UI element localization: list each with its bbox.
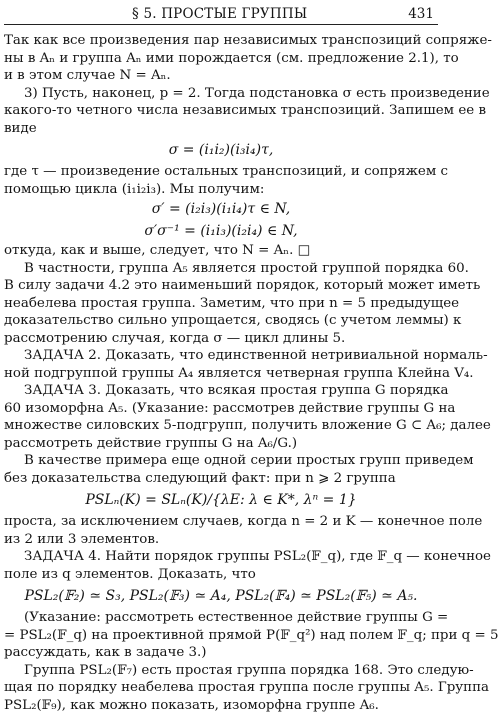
text-line: неабелева простая группа. Заметим, что при n = 5 предыдущее [4, 295, 438, 313]
display-formula: PSL₂(𝔽₂) ≃ S₃, PSL₂(𝔽₃) ≃ A₄, PSL₂(𝔽₄) ≃ PSL₂(𝔽₅) ≃ A₅. [4, 583, 438, 609]
text-line: ны в Aₙ и группа Aₙ ими порождается (см. предложение 2.1), то [4, 50, 438, 68]
text-line: где τ — произведение остальных транспозиций, и сопряжем с [4, 163, 438, 181]
text-line: из 2 или 3 элементов. [4, 531, 438, 549]
display-formula: PSLₙ(K) = SLₙ(K)/{λE: λ ∈ K*, λⁿ = 1} [4, 487, 438, 513]
text-line: ЗАДАЧА 3. Доказать, что всякая простая группа G порядка [4, 382, 438, 400]
display-formula: σ′σ⁻¹ = (i₁i₃)(i₂i₄) ∈ N, [4, 220, 438, 242]
text-line: помощью цикла (i₁i₂i₃). Мы получим: [4, 181, 438, 199]
text-line: доказательство сильно упрощается, сводясь (с учетом леммы) к [4, 312, 438, 330]
text-line: В частности, группа A₅ является простой группой порядка 60. [4, 260, 438, 278]
running-header [4, 6, 438, 25]
text-line: поле из q элементов. Доказать, что [4, 566, 438, 584]
text-line: рассмотрению случая, когда σ — цикл длины 5. [4, 330, 438, 348]
text-line: ЗАДАЧА 4. Найти порядок группы PSL₂(𝔽_q), где 𝔽_q — конечное [4, 548, 438, 566]
text-line: = PSL₂(𝔽_q) на проективной прямой P(𝔽_q²) над полем 𝔽_q; при q = 5 [4, 627, 438, 645]
text-line: проста, за исключением случаев, когда n = 2 и K — конечное поле [4, 513, 438, 531]
text-line: множестве силовских 5-подгрупп, получить вложение G ⊂ A₆; далее [4, 417, 438, 435]
text-line: Группа PSL₂(𝔽₇) есть простая группа порядка 168. Это следую- [4, 662, 438, 680]
text-line: Так как все произведения пар независимых транспозиций сопряже- [4, 32, 438, 50]
text-line: 60 изоморфна A₅. (Указание: рассмотрев действие группы G на [4, 400, 438, 418]
display-formula: σ = (i₁i₂)(i₃i₄)τ, [4, 137, 438, 163]
text-line: ЗАДАЧА 2. Доказать, что единственной нетривиальной нормаль- [4, 347, 438, 365]
text-line: виде [4, 120, 438, 138]
text-line: рассмотреть действие группы G на A₆/G.) [4, 435, 438, 453]
section-title: § 5. ПРОСТЫЕ ГРУППЫ [132, 6, 307, 22]
text-line: какого-то четного числа независимых транспозиций. Запишем ее в [4, 102, 438, 120]
page-body-text [4, 32, 438, 714]
display-formula: σ′ = (i₂i₃)(i₁i₄)τ ∈ N, [4, 198, 438, 220]
text-line: (Указание: рассмотреть естественное действие группы G = [4, 609, 438, 627]
text-line: без доказательства следующий факт: при n ⩾ 2 группа [4, 470, 438, 488]
book-page [4, 0, 438, 708]
text-line: В силу задачи 4.2 это наименьший порядок, который может иметь [4, 277, 438, 295]
text-line: 3) Пусть, наконец, p = 2. Тогда подстановка σ есть произведение [4, 85, 438, 103]
text-line: PSL₂(𝔽₉), как можно показать, изоморфна группе A₆. [4, 697, 438, 714]
text-line: В качестве примера еще одной серии простых групп приведем [4, 452, 438, 470]
text-line: рассуждать, как в задаче 3.) [4, 644, 438, 662]
text-line: и в этом случае N = Aₙ. [4, 67, 438, 85]
page-number: 431 [408, 6, 434, 22]
text-line: щая по порядку неабелева простая группа после группы A₅. Группа [4, 679, 438, 697]
text-line: ной подгруппой группы A₄ является четверная группа Клейна V₄. [4, 365, 438, 383]
text-line: откуда, как и выше, следует, что N = Aₙ. □ [4, 242, 438, 260]
